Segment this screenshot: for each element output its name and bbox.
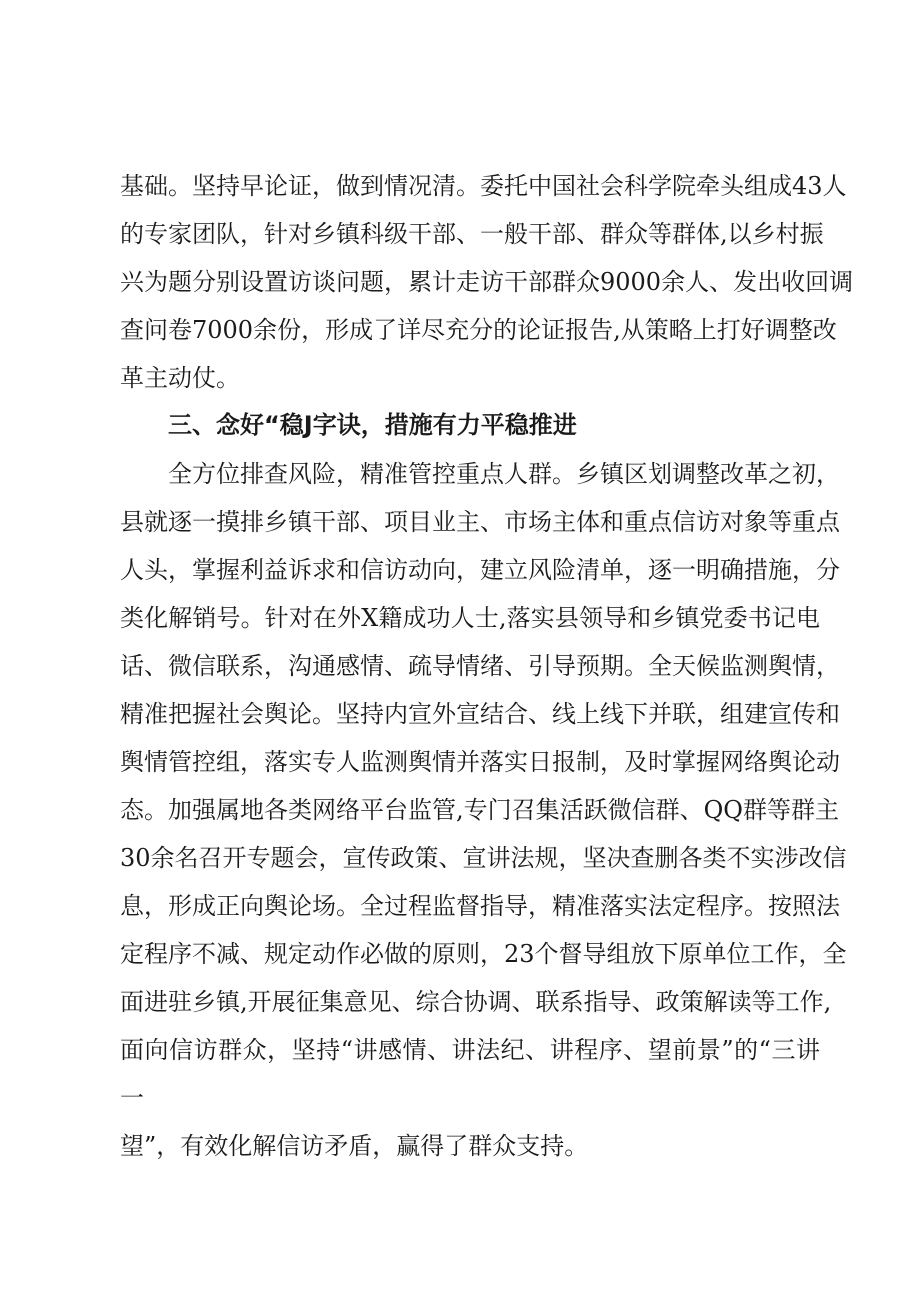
paragraph-2-line-6: 精准把握社会舆论。坚持内宣外宣结合、线上线下并联，组建宣传和 [120,700,840,728]
paragraph-2-line-12: 面进驻乡镇,开展征集意见、综合协调、联系指导、政策解读等工作, [120,988,832,1016]
section-heading: 三、念好“稳J字诀，措施有力平稳推进 [168,411,577,439]
paragraph-1-line-1: 基础。坚持早论证，做到情况清。委托中国社会科学院牵头组成43人 [120,172,847,200]
paragraph-2-line-13: 面向信访群众，坚持“讲感情、讲法纪、讲程序、望前景”的“三讲 [120,1036,820,1064]
paragraph-2-line-11: 定程序不减、规定动作必做的原则，23个督导组放下原单位工作，全 [120,940,847,968]
paragraph-1-line-5: 革主动仗。 [120,364,240,392]
paragraph-1-line-3: 兴为题分别设置访谈问题，累计走访干部群众9000余人、发出收回调 [120,268,854,296]
paragraph-2-line-2: 县就逐一摸排乡镇干部、项目业主、市场主体和重点信访对象等重点 [120,508,840,536]
paragraph-2-line-14: 一 [120,1084,144,1112]
paragraph-2-line-1: 全方位排查风险，精准管控重点人群。乡镇区划调整改革之初， [168,460,840,488]
paragraph-2-line-5: 话、微信联系，沟通感情、疏导情绪、引导预期。全天候监测舆情， [120,652,840,680]
paragraph-2-line-3: 人头，掌握利益诉求和信访动向，建立风险清单，逐一明确措施，分 [120,556,840,584]
paragraph-2-line-4: 类化解销号。针对在外X籍成功人士,落实县领导和乡镇党委书记电 [120,604,820,632]
paragraph-2-line-15: 望”，有效化解信访矛盾，赢得了群众支持。 [120,1132,589,1160]
paragraph-2-line-7: 舆情管控组，落实专人监测舆情并落实日报制，及时掌握网络舆论动 [120,748,840,776]
paragraph-2-line-9: 30余名召开专题会，宣传政策、宣讲法规，坚决查删各类不实涉改信 [120,844,847,872]
paragraph-1-line-4: 查问卷7000余份，形成了详尽充分的论证报告,从策略上打好调整改 [120,316,837,344]
paragraph-2-line-8: 态。加强属地各类网络平台监管,专门召集活跃微信群、QQ群等群主 [120,796,839,824]
paragraph-1-line-2: 的专家团队，针对乡镇科级干部、一般干部、群众等群体,以乡村振 [120,220,824,248]
paragraph-2-line-10: 息，形成正向舆论场。全过程监督指导，精准落实法定程序。按照法 [120,892,840,920]
